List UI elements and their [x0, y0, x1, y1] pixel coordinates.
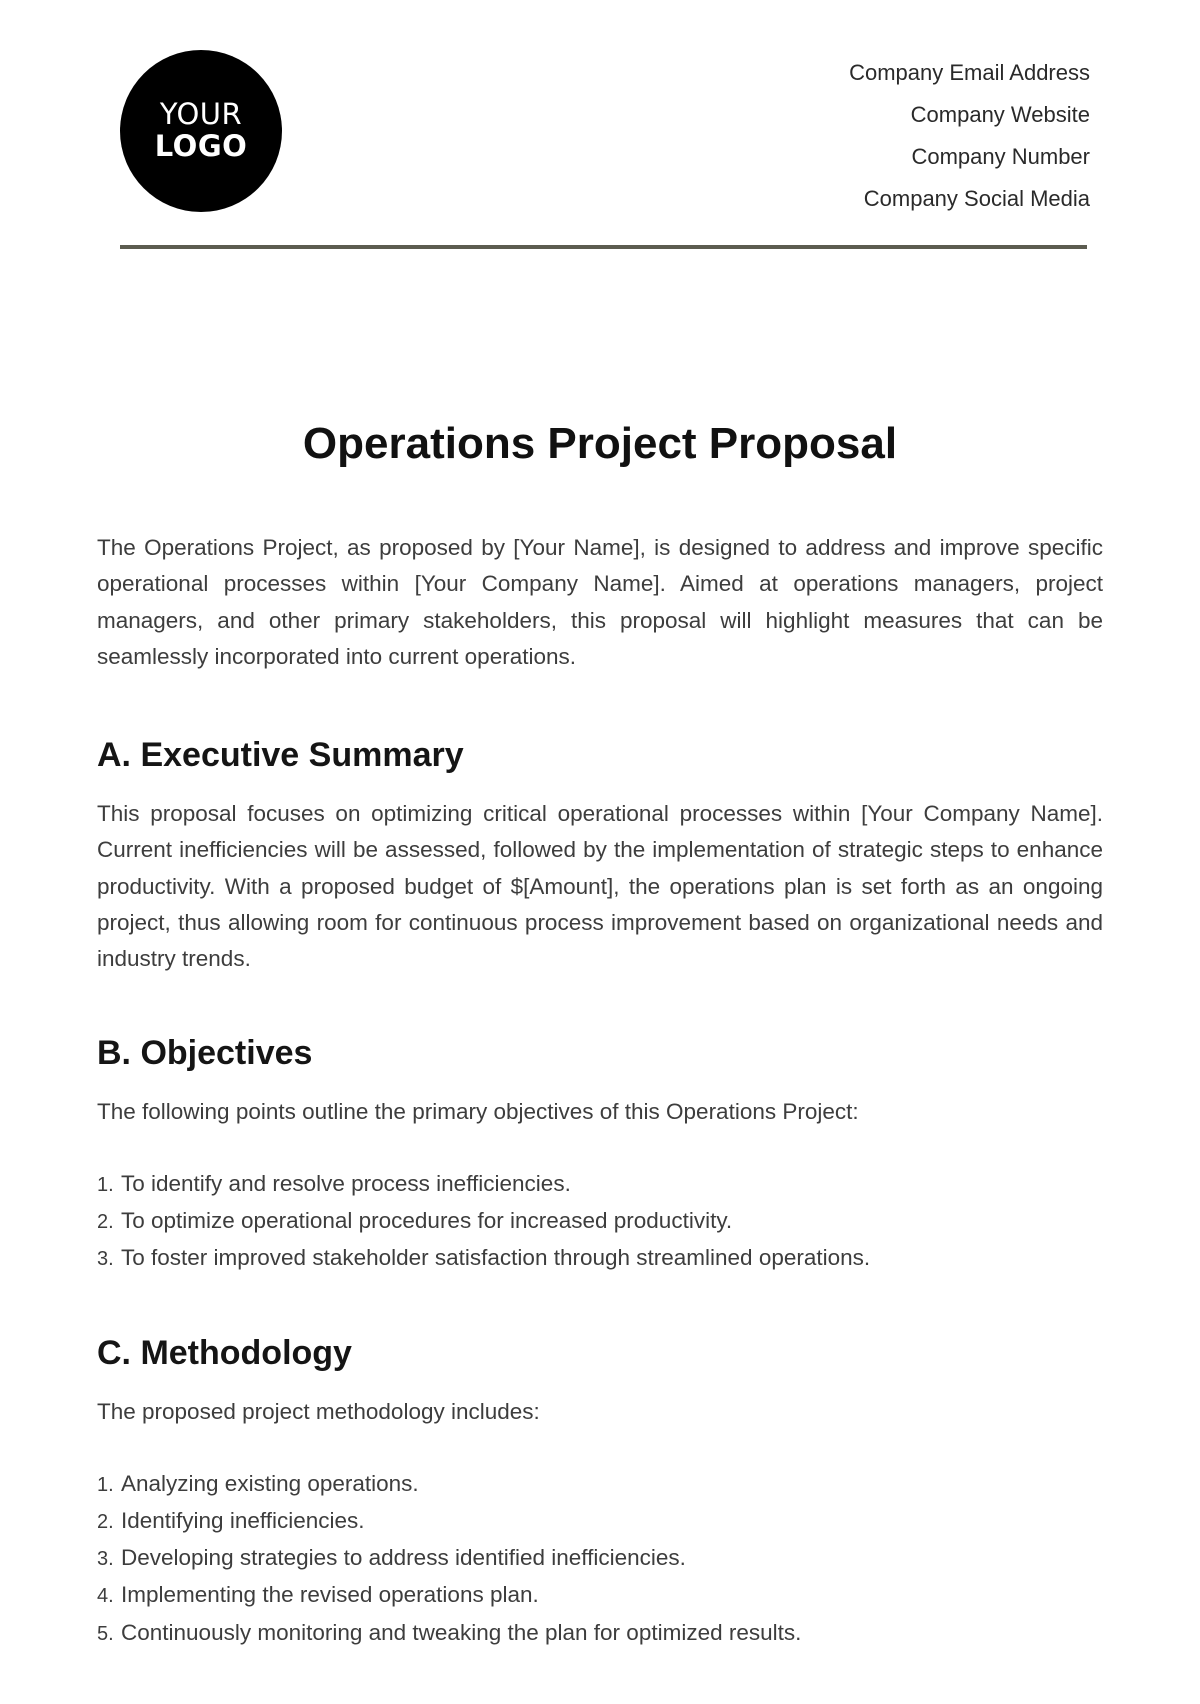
- section-heading: C. Methodology: [97, 1333, 352, 1372]
- section-heading: B. Objectives: [97, 1033, 313, 1072]
- list-item: [97, 1466, 1103, 1503]
- list-number: 4.: [97, 1585, 114, 1608]
- methodology-list: [97, 1466, 1103, 1652]
- company-social-media: Company Social Media: [863, 186, 1090, 211]
- list-number: 5.: [97, 1622, 114, 1645]
- list-item-text: To identify and resolve process inefficiencies.: [121, 1170, 571, 1196]
- list-item-text: To optimize operational procedures for increased productivity.: [121, 1207, 733, 1233]
- section-body: This proposal focuses on optimizing critical operational processes within [Your Company Name]. Current inefficiencies will be assessed, followed by the implementation of strategic steps to enhance productivity. With a proposed budget of $[Amount], the operations plan is set forth as an ongoing project, thus allowing room for continuous process improvement based on organizational needs and industry trends.: [97, 801, 1103, 972]
- list-item: [97, 1503, 1103, 1540]
- list-number: 1.: [97, 1173, 114, 1196]
- document-body: [97, 530, 1103, 1704]
- section-lead: The proposed project methodology includes:: [97, 1398, 540, 1424]
- objectives-list: [97, 1166, 1103, 1278]
- intro-paragraph: The Operations Project, as proposed by [Your Name], is designed to address and improve specific operational processes within [Your Company Name]. Aimed at operations managers, project managers, and other primary stakeholders, this proposal will highlight measures that can be seamlessly incorporated into current operations.: [97, 535, 1103, 669]
- section-methodology: [97, 1330, 1103, 1652]
- list-item: [97, 1166, 1103, 1203]
- list-number: 2.: [97, 1210, 114, 1233]
- section-lead: The following points outline the primary objectives of this Operations Project:: [97, 1098, 859, 1124]
- section-executive-summary: [97, 732, 1103, 977]
- list-item: [97, 1540, 1103, 1577]
- list-item-text: Implementing the revised operations plan.: [121, 1582, 539, 1608]
- logo-text-line1: YOUR: [159, 97, 243, 132]
- list-item-text: Identifying inefficiencies.: [121, 1507, 365, 1533]
- list-number: 2.: [97, 1510, 114, 1533]
- company-number: Company Number: [911, 144, 1090, 169]
- list-item-text: To foster improved stakeholder satisfaction through streamlined operations.: [121, 1245, 871, 1271]
- section-heading: A. Executive Summary: [97, 736, 464, 775]
- list-item: [97, 1577, 1103, 1614]
- section-objectives: [97, 1030, 1103, 1278]
- company-logo: [120, 50, 282, 212]
- header-divider: [120, 245, 1087, 249]
- list-item: [97, 1240, 1103, 1277]
- company-website: Company Website: [910, 102, 1090, 127]
- list-item-text: Developing strategies to address identified inefficiencies.: [121, 1545, 686, 1571]
- list-number: 3.: [97, 1248, 114, 1271]
- logo-text-line2: LOGO: [154, 129, 248, 163]
- list-item: [97, 1203, 1103, 1240]
- list-item-text: Analyzing existing operations.: [121, 1470, 419, 1496]
- list-item-text: Continuously monitoring and tweaking the plan for optimized results.: [121, 1619, 802, 1645]
- document-title: Operations Project Proposal: [302, 419, 898, 468]
- list-number: 3.: [97, 1548, 114, 1571]
- list-item: [97, 1615, 1103, 1652]
- list-number: 1.: [97, 1473, 114, 1496]
- company-email: Company Email Address: [849, 60, 1090, 85]
- company-contact-block: [849, 52, 1090, 220]
